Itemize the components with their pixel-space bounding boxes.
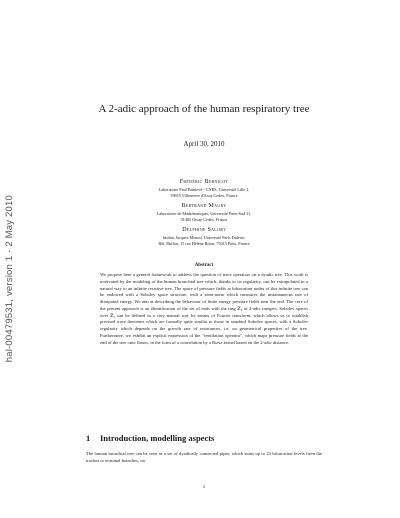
paper-title: A 2-adic approach of the human respiratory tree: [98, 103, 310, 115]
section-title: Introduction, modelling aspects: [100, 433, 215, 443]
section-heading: [86, 433, 322, 443]
author-affiliation: [86, 235, 322, 247]
author-affiliation: [86, 187, 322, 199]
hal-sidebar: [0, 0, 22, 518]
author-affiliation: [86, 211, 322, 223]
affiliation-line: 59655 Villeneuve d'Ascq Cedex, France: [170, 193, 238, 199]
author-name: Delphine Salort: [182, 227, 226, 233]
author-name: Frédéric Bernicot: [179, 179, 229, 185]
affiliation-line: Laboratoire de Mathématiques, Université Paris-Sud 11,: [156, 211, 252, 216]
affiliation-line: Laboratoire Paul Painlevé - CNRS, Université Lille 1,: [158, 187, 250, 192]
affiliation-line: Bât. Buffon, 15 rue Hélène Brion, 75013 Paris, France: [158, 241, 250, 247]
paper-page: [86, 0, 322, 518]
body-paragraph: The human bronchial tree can be seen as a set of dyadically connected pipes, which sums up to 23 bifurcation levels from the trachea to terminal branches, on: [86, 451, 322, 463]
hal-identifier: hal-00479531, version 1 - 2 May 2010: [4, 195, 15, 363]
abstract-text: We propose here a general framework to address the question of trace operators on a dyadic tree. This work is motivated by the modeling of the human bronchial tree which, thanks to its regularity, can be extrapolated in a natural way to an infinite resistive tree. The space of pressure fields at bifurcation nodes of this infinite tree can be endowed with a Sobolev space structure, with a semi-norm which measures the instantaneous rate of dissipated energy. We aim at describing the behaviour of finite energy pressure fields near the end. The core of the present approach is an identification of the set of ends with the ring ℤ₂ of 2-adic integers. Sobolev spaces over ℤ₂ can be defined in a very natural way by means of Fourier transform, which allows us to establish precised trace theorems which are formally quite similar to those in standard Sobolev spaces, with a Sobolev regularity which depends on the growth rate of resistances, i.e. on geometrical properties of the tree. Furthermore, we exhibit an explicit expression of the "ventilation operator", which maps pressure fields at the end of the tree onto fluxes, in the form of a convolution by a Riesz kernel based on the 2-adic distance.: [100, 272, 308, 345]
paper-date: April 30, 2010: [183, 140, 225, 148]
section-number: 1: [86, 433, 91, 443]
abstract-heading: Abstract: [194, 263, 214, 268]
page-number: 1: [202, 485, 206, 490]
author-name: Bertrand Maury: [181, 203, 227, 209]
affiliation-line: Institut Jacques Monod, Université Paris Diderot,: [162, 235, 246, 240]
affiliation-line: 91405 Orsay Cedex, France: [180, 217, 228, 223]
